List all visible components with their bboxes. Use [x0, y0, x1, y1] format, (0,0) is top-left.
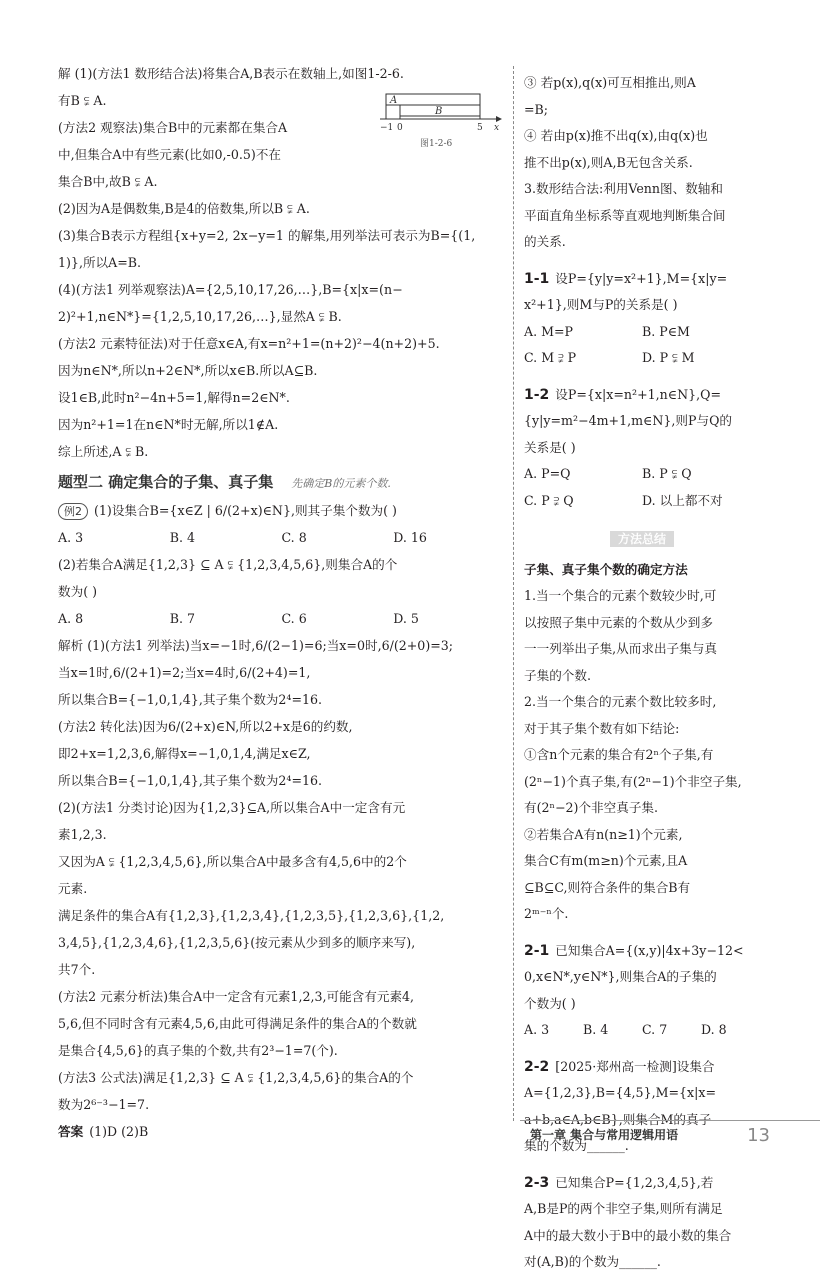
option: B. 7: [169, 611, 196, 626]
text-line: (方法2 转化法)因为6/(2+x)∈N,所以2+x是6的约数,: [58, 719, 353, 734]
text-line: 1.当一个集合的元素个数较少时,可: [524, 588, 717, 603]
type2-heading: [58, 469, 505, 497]
text-line: 当x=1时,6/(2+1)=2;当x=4时,6/(2+4)=1,: [58, 665, 311, 680]
left-column: [58, 60, 505, 1145]
text-line: ⊆B⊆C,则符合条件的集合B有: [524, 879, 691, 895]
text-line: 设P={y|y=x²+1},M={x|y=: [555, 270, 728, 286]
text-line: A={1,2,3},B={4,5},M={x|x=: [524, 1085, 717, 1100]
exercise-number: 2-3: [524, 1174, 550, 1191]
text-line: =B;: [524, 101, 549, 117]
text-line: {y|y=m²−4m+1,m∈N},则P与Q的: [524, 413, 732, 428]
text-line: 因为n²+1=1在n∈N*时无解,所以1∉A.: [58, 417, 279, 432]
analysis-block: [58, 632, 505, 1118]
option: D. P ⫋ M: [642, 350, 695, 365]
text-line: (方法2 元素特征法)对于任意x∈A,有x=n²+1=(n+2)²−4(n+2)+5.: [58, 336, 440, 351]
option: B. 4: [583, 1022, 609, 1037]
text-line: (2ⁿ−1)个真子集,有(2ⁿ−1)个非空子集,: [524, 773, 742, 789]
column-divider: [513, 66, 514, 1121]
footer-rule: [520, 1120, 820, 1121]
text-line: 即2+x=1,2,3,6,解得x=−1,0,1,4,满足x∈Z,: [58, 746, 311, 761]
text-line: 元素.: [58, 881, 88, 896]
text-line: (方法2 元素分析法)集合A中一定含有元素1,2,3,可能含有元素4,: [58, 989, 415, 1004]
text-line: 综上所述,A ⫋ B.: [58, 444, 149, 459]
text-line: (方法3 公式法)满足{1,2,3} ⊆ A ⫋ {1,2,3,4,5,6}的集合A的个: [58, 1070, 414, 1085]
type2-title: 题型二 确定集合的子集、真子集: [58, 473, 274, 491]
text-line: 设1∈B,此时n²−4n+5=1,解得n=2∈N*.: [58, 390, 290, 405]
text-line: 解 (1)(方法1 数形结合法)将集合A,B表示在数轴上,如图1-2-6.: [58, 66, 404, 81]
answer-text: (1)D (2)B: [89, 1124, 149, 1139]
text-line: (4)(方法1 列举观察法)A={2,5,10,17,26,…},B={x|x=(n−: [58, 282, 403, 297]
text-line: 个数为( ): [524, 995, 576, 1011]
text-line: 又因为A ⫋ {1,2,3,4,5,6},所以集合A中最多含有4,5,6中的2个: [58, 854, 407, 869]
exercise-number: 1-2: [524, 386, 550, 403]
option: A. P=Q: [524, 466, 571, 481]
text-line: 集合B中,故B ⫋ A.: [58, 174, 158, 189]
method-summary-banner: [524, 526, 760, 553]
exercise-2-3: [524, 1170, 760, 1276]
option: A. 3: [524, 1022, 550, 1037]
option: A. M=P: [524, 323, 574, 339]
banner-text: 方法总结: [610, 531, 674, 547]
example-2-block: [58, 497, 505, 632]
options-grid: [524, 461, 760, 514]
text-line: 对(A,B)的个数为______.: [524, 1254, 661, 1269]
number-line-figure: [380, 90, 505, 154]
option: B. P∈M: [642, 323, 690, 339]
text-line: 2ᵐ⁻ⁿ个.: [524, 906, 569, 921]
text-line: 已知集合A={(x,y)|4x+3y−12<: [555, 942, 744, 958]
text-line: 中,但集合A中有些元素(比如0,-0.5)不在: [58, 147, 281, 162]
text-line: ①含n个元素的集合有2ⁿ个子集,有: [524, 747, 714, 762]
text-line: a+b,a∈A,b∈B},则集合M的真子: [524, 1111, 712, 1127]
text-line: (2)因为A是偶数集,B是4的倍数集,所以B ⫋ A.: [58, 201, 310, 216]
option: C. 6: [281, 611, 307, 626]
text-line: 素1,2,3.: [58, 827, 107, 842]
exercise-1-2: [524, 382, 760, 515]
exercise-1-1: [524, 266, 760, 372]
text-line: 以按照子集中元素的个数从少到多: [524, 614, 713, 630]
exercise-number: 2-2: [524, 1058, 550, 1075]
text-line: 因为n∈N*,所以n+2∈N*,所以x∈B.所以A⊆B.: [58, 363, 318, 378]
page-number: 13: [747, 1125, 770, 1146]
text-line: 有B ⫋ A.: [58, 93, 107, 108]
number-line-diagram: [380, 90, 505, 154]
answer-line: [58, 1118, 505, 1145]
option: B. P ⫋ Q: [642, 466, 692, 481]
text-line: (2)(方法1 分类讨论)因为{1,2,3}⊆A,所以集合A中一定含有元: [58, 800, 406, 815]
option: A. 3: [58, 530, 84, 545]
text-line: 对于其子集个数有如下结论:: [524, 720, 680, 736]
method-title: 子集、真子集个数的确定方法: [524, 561, 688, 577]
option: D. 5: [393, 611, 419, 626]
text-line: 2)²+1,n∈N*}={1,2,5,10,17,26,…},显然A ⫋ B.: [58, 309, 342, 324]
text-line: 数为2⁶⁻³−1=7.: [58, 1097, 150, 1112]
text-line: 0,x∈N*,y∈N*},则集合A的子集的: [524, 969, 717, 984]
right-column: [524, 70, 760, 1276]
option: A. 8: [58, 611, 84, 626]
option: D. 16: [393, 530, 427, 545]
text-line: 共7个.: [58, 962, 96, 977]
text-line: 解析 (1)(方法1 列举法)当x=−1时,6/(2−1)=6;当x=0时,6/(2+0)=3;: [58, 638, 454, 653]
text-line: 平面直角坐标系等直观地判断集合间: [524, 207, 726, 223]
text-line: [2025·郑州高一检测]设集合: [555, 1058, 715, 1074]
method-summary: [524, 557, 760, 928]
text-line: (方法2 观察法)集合B中的元素都在集合A: [58, 120, 288, 135]
chapter-title: 第一章 集合与常用逻辑用语: [530, 1128, 679, 1142]
text-line: 所以集合B={−1,0,1,4},其子集个数为2⁴=16.: [58, 773, 323, 788]
figure-caption: 图1-2-6: [420, 139, 453, 149]
option: D. 以上都不对: [642, 492, 723, 508]
tick-label: −1: [380, 123, 394, 133]
example-badge: 例2: [58, 503, 88, 520]
question-text: (1)设集合B={x∈Z | 6/(2+x)∈N},则其子集个数为( ): [94, 503, 397, 518]
option: C. 7: [642, 1022, 668, 1037]
text-line: 设P={x|x=n²+1,n∈N},Q=: [555, 386, 722, 402]
text-line: 1)},所以A=B.: [58, 255, 142, 270]
option: D. 8: [701, 1022, 727, 1037]
option: C. P ⫌ Q: [524, 492, 574, 508]
text-line: 所以集合B={−1,0,1,4},其子集个数为2⁴=16.: [58, 692, 323, 707]
set-a-label: A: [390, 95, 398, 106]
set-b-label: B: [435, 106, 443, 117]
text-line: 是集合{4,5,6}的真子集的个数,共有2³−1=7(个).: [58, 1043, 338, 1058]
option: C. M ⫌ P: [524, 350, 577, 365]
exercise-number: 2-1: [524, 942, 550, 959]
text-line: 5,6,但不同时含有元素4,5,6,由此可得满足条件的集合A的个数就: [58, 1016, 417, 1031]
text-line: 2.当一个集合的元素个数比较多时,: [524, 694, 717, 709]
option: B. 4: [169, 530, 196, 545]
question-text: (2)若集合A满足{1,2,3} ⊆ A ⫋ {1,2,3,4,5,6},则集合A的个: [58, 557, 398, 572]
tick-label: 5: [477, 123, 483, 133]
options-row: [58, 524, 505, 551]
text-line: 集的个数为______.: [524, 1138, 629, 1153]
page-footer: [530, 1122, 770, 1149]
options-grid: [524, 319, 760, 372]
text-line: 子集的个数.: [524, 667, 591, 683]
text-line: 一一列举出子集,从而求出子集与真: [524, 641, 717, 656]
text-line: x²+1},则M与P的关系是( ): [524, 297, 678, 312]
text-line: 推不出p(x),则A,B无包含关系.: [524, 154, 693, 170]
text-line: ③ 若p(x),q(x)可互相推出,则A: [524, 75, 696, 90]
text-line: ④ 若由p(x)推不出q(x),由q(x)也: [524, 128, 708, 143]
text-line: 3.数形结合法:利用Venn图、数轴和: [524, 181, 723, 196]
text-line: 集合C有m(m≥n)个元素,且A: [524, 853, 688, 868]
text-line: (3)集合B表示方程组{x+y=2, 2x−y=1 的解集,用列举法可表示为B={(1,: [58, 228, 476, 243]
text-line: 已知集合P={1,2,3,4,5},若: [555, 1174, 714, 1190]
exercise-number: 1-1: [524, 270, 550, 287]
text-line: A中的最大数小于B中的最小数的集合: [524, 1227, 732, 1243]
tick-label: 0: [397, 123, 403, 133]
text-line: A,B是P的两个非空子集,则所有满足: [524, 1201, 723, 1216]
text-line: 的关系.: [524, 234, 566, 249]
text-line: 关系是( ): [524, 439, 576, 455]
answer-label: 答案: [58, 1124, 84, 1139]
handwritten-note: 先确定B的元素个数.: [291, 477, 391, 490]
options-row: [58, 605, 505, 632]
text-line: ②若集合A有n(n≥1)个元素,: [524, 826, 683, 842]
text-line: 3,4,5},{1,2,3,4,6},{1,2,3,5,6}(按元素从少到多的顺序来写),: [58, 935, 416, 950]
options-row: [524, 1017, 760, 1044]
exercise-2-1: [524, 938, 760, 1044]
option: C. 8: [281, 530, 307, 545]
text-line: 满足条件的集合A有{1,2,3},{1,2,3,4},{1,2,3,5},{1,2,3,6},{1,2,: [58, 908, 445, 923]
text-line: 有(2ⁿ−2)个非空真子集.: [524, 800, 659, 815]
question-text: 数为( ): [58, 584, 98, 599]
summary-continuation: [524, 70, 760, 256]
axis-label: x: [494, 123, 500, 133]
